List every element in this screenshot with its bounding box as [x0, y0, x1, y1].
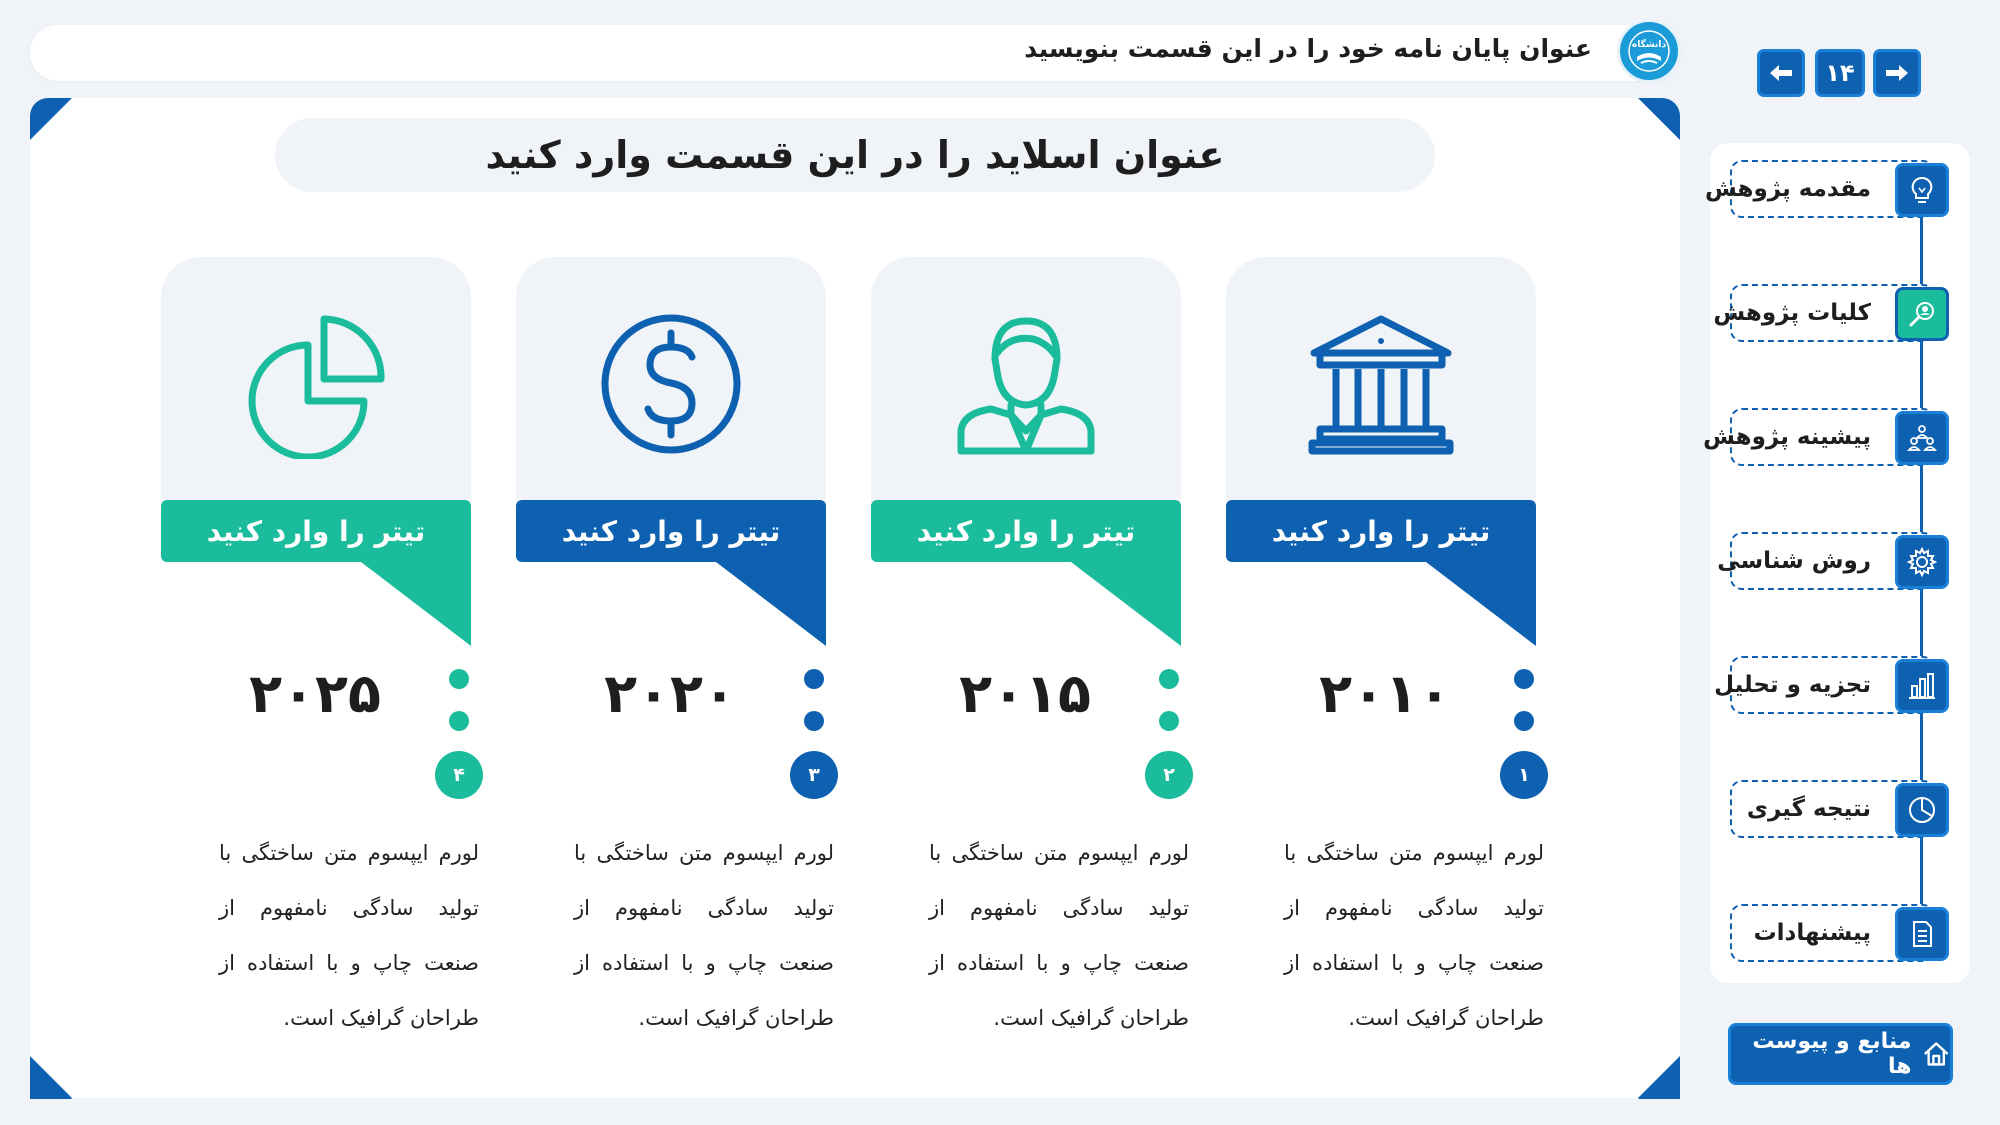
timeline-dot — [1159, 711, 1179, 731]
timeline-banner — [1226, 500, 1536, 562]
timeline-banner — [871, 500, 1181, 562]
banner-tail — [716, 562, 826, 646]
thesis-title: عنوان پایان نامه خود را در این قسمت بنویسید — [1024, 34, 1592, 63]
banner-label: تیتر را وارد کنید — [1271, 514, 1491, 548]
arrow-left-icon — [1768, 63, 1794, 83]
card-description: لورم ایپسوم متن ساختگی با تولید سادگی نامفهوم از صنعت چاپ و با استفاده از طراحان گرافیک است. — [219, 841, 479, 1030]
bar-chart-icon[interactable] — [1895, 659, 1949, 713]
arrow-right-icon — [1884, 63, 1910, 83]
timeline-year: ۲۰۲۵ — [249, 662, 381, 725]
banner-tail — [1071, 562, 1181, 646]
page-number: ۱۴ — [1825, 59, 1855, 87]
sidebar-item-label: پیشنهادات — [1753, 920, 1871, 946]
timeline-card-top — [871, 257, 1181, 502]
sidebar-item-label: تجزیه و تحلیل — [1714, 672, 1871, 698]
step-number: ۲ — [1145, 751, 1193, 799]
banner-label: تیتر را وارد کنید — [916, 514, 1136, 548]
timeline-year: ۲۰۱۰ — [1319, 662, 1451, 725]
sidebar-item-label: نتیجه گیری — [1746, 796, 1871, 822]
banner-label: تیتر را وارد کنید — [561, 514, 781, 548]
sources-and-appendices-button[interactable] — [1728, 1023, 1953, 1085]
slide-title-box — [275, 118, 1435, 192]
document-icon[interactable] — [1895, 907, 1949, 961]
banner-label: تیتر را وارد کنید — [206, 514, 426, 548]
page-number-badge — [1815, 49, 1865, 97]
team-icon[interactable] — [1895, 411, 1949, 465]
banner-tail — [1426, 562, 1536, 646]
corner-decoration — [30, 1057, 72, 1099]
corner-decoration — [30, 98, 72, 140]
step-number: ۱ — [1500, 751, 1548, 799]
timeline-dot — [1159, 669, 1179, 689]
slide-title: عنوان اسلاید را در این قسمت وارد کنید — [485, 133, 1225, 177]
sidebar-item-label: کلیات پژوهش — [1713, 300, 1871, 326]
sidebar-item-label: پیشینه پژوهش — [1703, 424, 1871, 450]
step-number: ۳ — [790, 751, 838, 799]
person-icon — [951, 309, 1101, 459]
timeline-dot — [804, 711, 824, 731]
gear-icon[interactable] — [1895, 535, 1949, 589]
logo-text: دانشگاه — [1631, 40, 1667, 50]
bank-icon — [1306, 309, 1456, 459]
home-icon — [1922, 1039, 1950, 1069]
timeline-year: ۲۰۱۵ — [959, 662, 1091, 725]
timeline-dot — [1514, 711, 1534, 731]
search-person-icon[interactable] — [1895, 287, 1949, 341]
timeline-card-top — [161, 257, 471, 502]
card-description: لورم ایپسوم متن ساختگی با تولید سادگی نامفهوم از صنعت چاپ و با استفاده از طراحان گرافیک است. — [574, 841, 834, 1030]
corner-decoration — [1638, 98, 1680, 140]
card-description: لورم ایپسوم متن ساختگی با تولید سادگی نامفهوم از صنعت چاپ و با استفاده از طراحان گرافیک است. — [1284, 841, 1544, 1030]
university-logo — [1617, 19, 1681, 83]
timeline-dot — [449, 669, 469, 689]
previous-page-button[interactable] — [1757, 49, 1805, 97]
dollar-icon — [596, 309, 746, 459]
pie-chart-icon — [241, 309, 391, 459]
timeline-banner — [161, 500, 471, 562]
timeline-dot — [449, 711, 469, 731]
sources-label: منابع و پیوست ها — [1752, 1029, 1912, 1079]
sidebar-item-label: روش شناسی — [1717, 548, 1871, 574]
corner-decoration — [1638, 1057, 1680, 1099]
pie-chart-icon[interactable] — [1895, 783, 1949, 837]
card-description: لورم ایپسوم متن ساختگی با تولید سادگی نامفهوم از صنعت چاپ و با استفاده از طراحان گرافیک است. — [929, 841, 1189, 1030]
step-number: ۴ — [435, 751, 483, 799]
banner-tail — [361, 562, 471, 646]
timeline-dot — [1514, 669, 1534, 689]
next-page-button[interactable] — [1873, 49, 1921, 97]
sidebar-item-label: مقدمه پژوهش — [1705, 176, 1871, 202]
timeline-dot — [804, 669, 824, 689]
lightbulb-icon[interactable] — [1895, 163, 1949, 217]
timeline-card-top — [1226, 257, 1536, 502]
timeline-banner — [516, 500, 826, 562]
timeline-card-top — [516, 257, 826, 502]
timeline-year: ۲۰۲۰ — [604, 662, 736, 725]
